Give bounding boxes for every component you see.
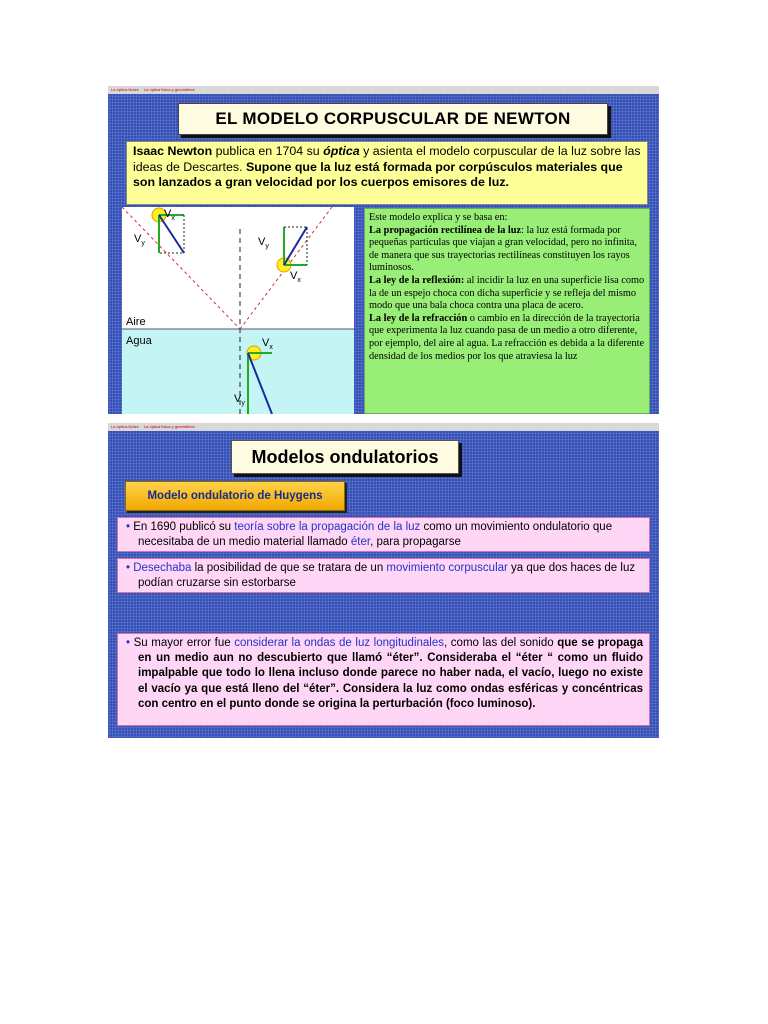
tab-2[interactable]: La óptica física y geométrica xyxy=(143,87,195,92)
p1-text-c: como un movimiento ondulatorio que necesitaba de un medio material llamado xyxy=(138,521,613,548)
p1-link-theory: teoría sobre la propagación de la luz xyxy=(234,521,421,533)
vy-label-3: $V_y$ xyxy=(234,393,245,407)
water-label: Agua xyxy=(126,335,152,347)
intro-name: Isaac Newton xyxy=(133,144,213,158)
corpuscle-diagram xyxy=(122,207,354,414)
p2-link-corpuscular: movimiento corpuscular xyxy=(386,562,508,574)
vx-label-1: $V_x$ xyxy=(164,208,175,222)
tab-1[interactable]: La óptica.Notes xyxy=(111,424,139,429)
p2-text-b: la posibilidad de que se tratara de un xyxy=(191,562,387,574)
slide-tab-bar xyxy=(108,86,659,94)
explain-propagation xyxy=(369,225,645,275)
reflection-title: La ley de la reflexión: xyxy=(369,274,465,286)
bullet-major-error xyxy=(117,633,650,726)
vx-label-3: $V_x$ xyxy=(262,337,273,351)
propagation-text: : la luz está formada por pequeñas partículas que viajan a gran velocidad, pero no infinita, de manera que sus trayectorias rectilíneas constituyen los rayos luminosos. xyxy=(369,224,637,274)
p3-text-a: Su mayor error fue xyxy=(133,637,235,649)
explanation-box xyxy=(364,208,650,414)
air-label: Aire xyxy=(126,316,146,328)
bullet-dot: • xyxy=(126,637,134,649)
tab-2[interactable]: La óptica física y geométrica xyxy=(143,424,195,429)
bullet-dot: • xyxy=(126,562,134,574)
propagation-title: La propagación rectilínea de la luz xyxy=(369,224,522,236)
vx-label-2: $V_x$ xyxy=(290,270,301,284)
slide-title: Modelos ondulatorios xyxy=(231,440,459,474)
p1-text-a: En 1690 publicó su xyxy=(133,521,235,533)
intro-text-2: y asienta el modelo corpuscular de la luz sobre las ideas de Descartes. xyxy=(133,144,641,174)
explain-reflection xyxy=(369,275,645,313)
bullet-dot: • xyxy=(126,521,134,533)
vy-label-1: $V_y$ xyxy=(134,233,145,247)
slide-newton xyxy=(108,86,659,414)
bullet-huygens-theory xyxy=(117,517,650,552)
p1-link-eter: éter xyxy=(350,535,371,548)
p2-link-desechaba: Desechaba xyxy=(133,562,192,574)
p3-text-c: , como las del sonido xyxy=(444,637,558,649)
bullet-rejected-corpuscular xyxy=(117,558,650,593)
intro-book: óptica xyxy=(323,144,360,158)
slide-tab-bar xyxy=(108,423,659,431)
slide-wave-models xyxy=(108,423,659,738)
reflection-text: al incidir la luz en una superficie lisa como la de un espejo choca con dicha superficie y se refleja del mismo modo que una bala choca contra una placa de acero. xyxy=(369,274,645,312)
intro-bold: Supone que la luz está formada por corpúsculos materiales que son lanzados a gran velocidad por los cuerpos emisores de luz. xyxy=(133,159,623,189)
huygens-subtitle: Modelo ondulatorio de Huygens xyxy=(125,481,345,511)
tab-1[interactable]: La óptica.Notes xyxy=(111,87,139,92)
air-region xyxy=(122,207,354,329)
explain-refraction xyxy=(369,313,645,363)
intro-text-1: publica en 1704 su xyxy=(212,144,324,158)
p1-text-e: , para propagarse xyxy=(370,535,461,548)
explain-intro: Este modelo explica y se basa en: xyxy=(369,212,508,223)
p3-link-longitudinal: considerar la ondas de luz longitudinales xyxy=(234,637,445,649)
slide-title: EL MODELO CORPUSCULAR DE NEWTON xyxy=(178,103,608,135)
p3-bold-text: que se propaga en un medio aun no descubierto que llamó “éter”. Consideraba el “éter “ como un fluido impalpable que todo lo llena incluso donde parece no haber nada, el vacío, luego no existe el vacío ya que está lleno del “éter”. Considera la luz como ondas esféricas y concéntricas con centro en el punto donde se origina la perturbación (foco luminoso). xyxy=(138,637,643,710)
intro-box xyxy=(126,141,648,205)
refraction-title: La ley de la refracción xyxy=(369,312,468,324)
refraction-text: o cambio en la dirección de la trayectoria que experimenta la luz cuando pasa de un medio a otro diferente, por ejemplo, del aire al agua. La refracción es debida a la diferente densidad de los medios por los que atraviesa la luz xyxy=(369,312,645,362)
p2-text-d: ya que dos haces de luz podían cruzarse sin estorbarse xyxy=(138,562,636,589)
vy-label-2: $V_y$ xyxy=(258,236,269,250)
